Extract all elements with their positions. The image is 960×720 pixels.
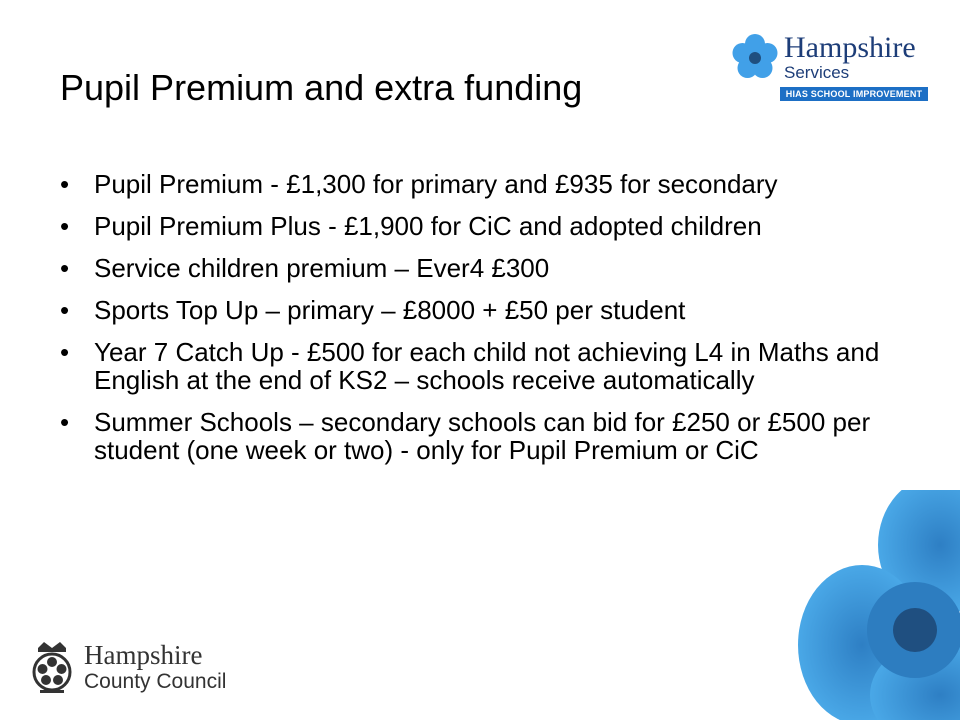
bullet-dot: • — [60, 253, 70, 283]
bullet-item — [60, 170, 910, 198]
hampshire-services-logo — [728, 30, 934, 108]
slide-title: Pupil Premium and extra funding — [60, 67, 583, 108]
bullet-item — [60, 338, 910, 394]
bullet-text: Pupil Premium Plus - £1,900 for CiC and adopted children — [94, 211, 762, 241]
flower-icon — [732, 34, 778, 80]
bullet-text: Year 7 Catch Up - £500 for each child not achieving L4 in Maths and English at the end of KS2 – schools receive automatically — [94, 337, 880, 395]
bullet-item — [60, 254, 910, 282]
bullet-dot: • — [60, 211, 70, 241]
council-logo-sub: County Council — [84, 670, 227, 693]
bullet-dot: • — [60, 407, 70, 437]
bullet-item — [60, 408, 910, 464]
bullet-item — [60, 296, 910, 324]
bullet-text: Summer Schools – secondary schools can bid for £250 or £500 per student (one week or two) - only for Pupil Premium or CiC — [94, 407, 871, 465]
bullet-text: Sports Top Up – primary – £8000 + £50 per student — [94, 295, 686, 325]
services-logo-name: Hampshire — [784, 31, 916, 64]
bullet-item — [60, 212, 910, 240]
bullet-list — [60, 170, 910, 478]
bullet-text: Pupil Premium - £1,300 for primary and £935 for secondary — [94, 169, 778, 199]
bullet-dot: • — [60, 169, 70, 199]
corner-flower-icon — [790, 490, 960, 720]
crest-icon — [30, 640, 74, 694]
bullet-text: Service children premium – Ever4 £300 — [94, 253, 550, 283]
bullet-dot: • — [60, 337, 70, 367]
bullet-dot: • — [60, 295, 70, 325]
hampshire-county-council-logo — [30, 638, 250, 698]
services-logo-sub: Services — [784, 63, 850, 82]
council-logo-name: Hampshire — [84, 640, 203, 670]
services-logo-bar: HIAS SCHOOL IMPROVEMENT — [780, 87, 928, 101]
